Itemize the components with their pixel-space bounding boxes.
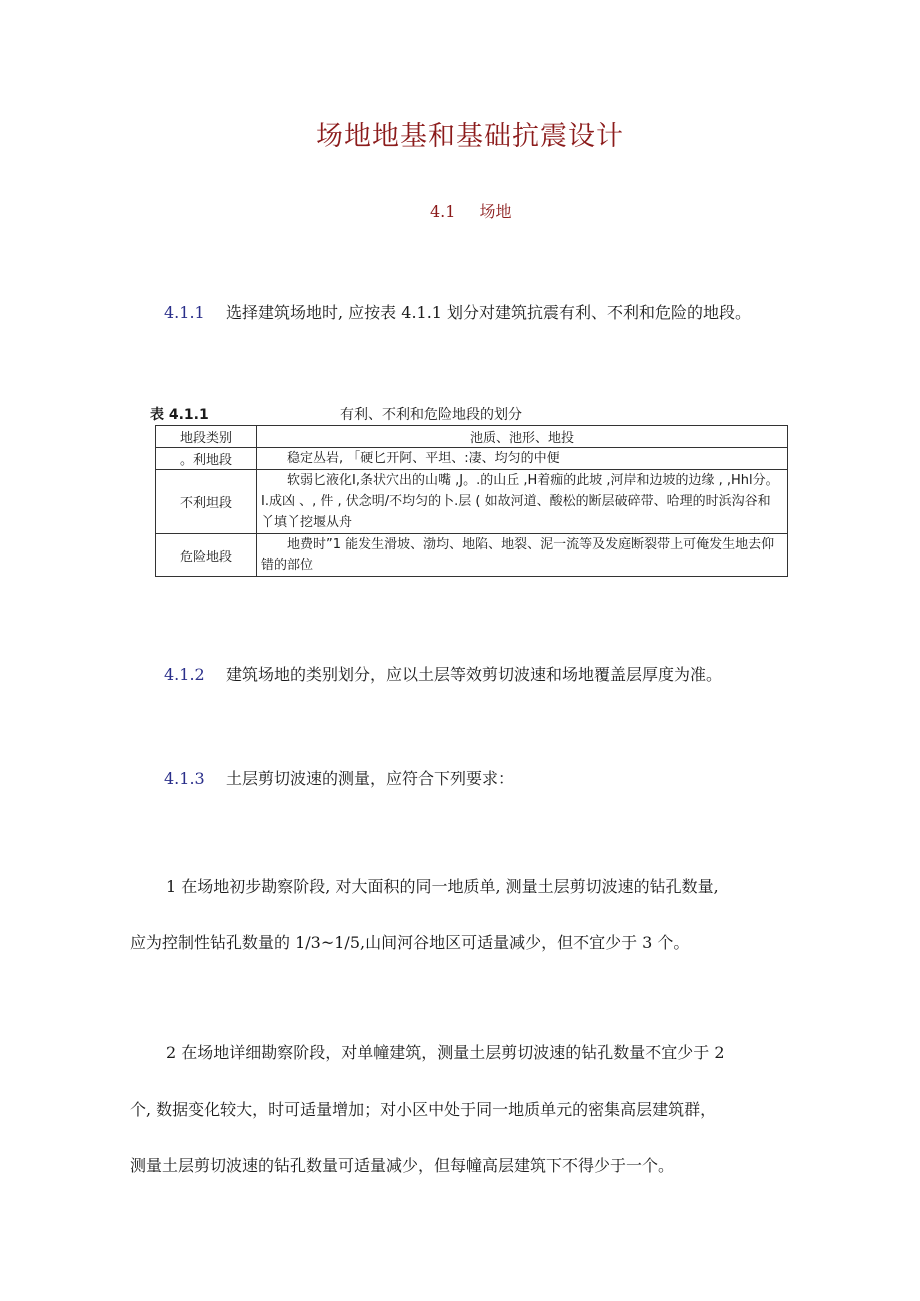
clause-4-1-1 [164, 300, 751, 323]
paragraph-2-line-2: 个, 数据变化较大，时可适量增加；对小区中处于同一地质单元的密集高层建筑群， [130, 1100, 717, 1119]
table-caption: 有利、不利和危险地段的划分 [340, 407, 522, 423]
header-description: 池质、池形、地投 [257, 426, 788, 448]
clause-number: 4.1.2 [164, 665, 205, 684]
clause-4-1-3 [164, 766, 514, 789]
table-row [156, 470, 788, 534]
clause-text: 土层剪切波速的测量，应符合下列要求： [226, 769, 515, 788]
row-category: 不利坦段 [156, 470, 257, 534]
row-description: 地费时”1 能发生滑坡、渤均、地陷、地裂、泥一流等及发庭断裂带上可俺发生地去仰错的部位 [257, 534, 788, 577]
table-number: 表 4.1.1 [150, 407, 209, 423]
header-category: 地段类别 [156, 426, 257, 448]
row-category: 。利地段 [156, 448, 257, 470]
section-number: 4.1 [430, 202, 456, 221]
section-heading [430, 199, 511, 222]
paragraph-2-line-3: 测量土层剪切波速的钻孔数量可适量减少，但每幢高层建筑下不得少于一个。 [130, 1156, 675, 1175]
table-row [156, 534, 788, 577]
clause-number: 4.1.1 [164, 303, 205, 322]
section-title: 场地 [479, 202, 512, 221]
site-classification-table [155, 425, 788, 577]
clause-4-1-2 [164, 662, 722, 685]
paragraph-1-line-1: 1 在场地初步勘察阶段, 对大面积的同一地质单, 测量土层剪切波速的钻孔数量, [166, 877, 719, 896]
row-description: 软弱匕液化I,条状穴出的山嘴 ,J。.的山丘 ,H着痂的此坡 ,河岸和边坡的边缘 , ,Hhl分。I.成凶 、, 件 , 伏念明/不均匀的卜.层 ( 如故河道、酸松的断层破碎带、哈理的时浜沟谷和丫填丫挖堰从舟 [257, 470, 788, 534]
clause-text: 选择建筑场地时, 应按表 4.1.1 划分对建筑抗震有利、不利和危险的地段。 [226, 303, 752, 322]
clause-number: 4.1.3 [164, 769, 205, 788]
row-category: 危险地段 [156, 534, 257, 577]
table-row [156, 448, 788, 470]
clause-text: 建筑场地的类别划分，应以土层等效剪切波速和场地覆盖层厚度为准。 [226, 665, 723, 684]
paragraph-2-line-1: 2 在场地详细勘察阶段，对单幢建筑，测量土层剪切波速的钻孔数量不宜少于 2 [166, 1043, 725, 1062]
document-title: 场地地基和基础抗震设计 [316, 121, 624, 152]
row-description: 稳定丛岩, 「硬匕开阿、平坦、:凄、均匀的中便 [257, 448, 788, 470]
table-header-row [156, 426, 788, 448]
paragraph-1-line-2: 应为控制性钻孔数量的 1/3~1/5,山间河谷地区可适量减少，但不宜少于 3 个。 [130, 933, 690, 952]
